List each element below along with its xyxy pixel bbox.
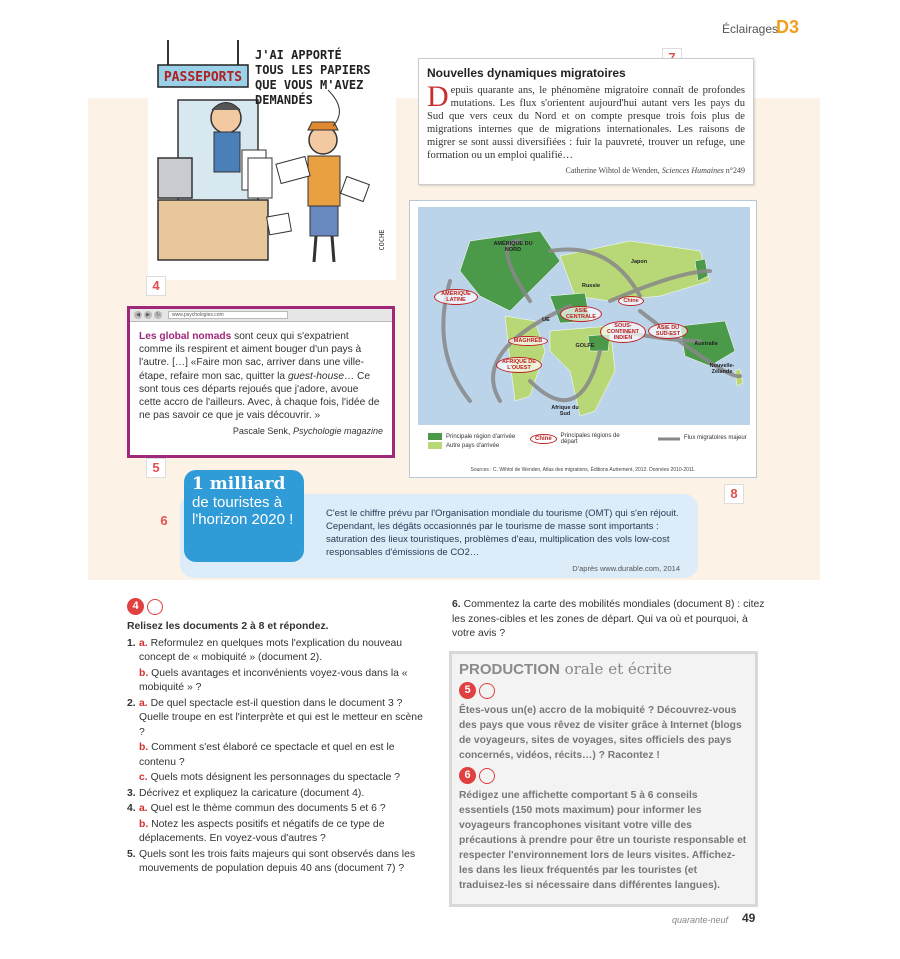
question-1a: 1. a. Reformulez en quelques mots l'explication du nouveau concept de « mobiquité » (document 2). bbox=[127, 637, 403, 663]
origin-chine: Chine bbox=[618, 296, 644, 306]
activity-number: 4 bbox=[127, 598, 144, 615]
article-source: Catherine Wihtol de Wenden, Sciences Humaines n°249 bbox=[565, 166, 745, 175]
passport-sign: PASSEPORTS bbox=[163, 70, 243, 85]
doc-number-6: 6 bbox=[160, 513, 168, 528]
label-nouvelle-zelande: Nouvelle-Zélande bbox=[709, 363, 735, 375]
production-number-5: 5 bbox=[459, 682, 476, 699]
web-article bbox=[127, 306, 395, 458]
speech-icon bbox=[479, 683, 495, 699]
legend-swatch-main bbox=[428, 433, 442, 440]
stat-highlight bbox=[184, 470, 304, 562]
production-6-text: Rédigez une affichette comportant 5 à 6 conseils essentiels (150 mots maximum) pour informer les voyageurs francophones visitant votre ville des précautions à prendre pour être un touriste responsable et respecter l'environnement lors de leurs visites. Affichez-les dans les lieux fréquentés par les touristes (et traduisez-les si nécessaire dans différentes langues). bbox=[459, 790, 747, 891]
question-2c: c. Quels mots désignent les personnages du spectacle ? bbox=[139, 772, 401, 783]
question-1b: b. Quels avantages et inconvénients voyez-vous dans la « mobiquité » ? bbox=[139, 667, 408, 693]
production-number-6: 6 bbox=[459, 767, 476, 784]
origin-maghreb: MAGHREB bbox=[508, 336, 548, 346]
production-6-header bbox=[459, 767, 748, 784]
web-text: Les global nomads sont ceux qui s'expatrient comme ils respirent et aiment bouger d'un pays à l'autre. […] «Faire mon sac, arriver dans une ville-étape, refaire mon sac, quitter la guest-house… Ce sont tous ces départs rejoués que j'adore, avoue cette accro de l'ailleurs. Avec, à chaque fois, l'idée de ne pas savoir ce que je vais découvrir. » Pascale Senk, Psychologie magazine bbox=[130, 322, 392, 447]
book-icon bbox=[147, 599, 163, 615]
activity-questions bbox=[127, 620, 427, 878]
doc-number-5: 5 bbox=[146, 458, 166, 478]
stat-source: D'après www.durable.com, 2014 bbox=[572, 564, 680, 573]
page-number: 49 bbox=[742, 911, 756, 925]
map-legend: Principale région d'arrivée Autre pays d'arrivée bbox=[428, 433, 515, 451]
label-russie: Russie bbox=[581, 283, 601, 289]
article-dropcap: D bbox=[427, 80, 449, 113]
browser-bar bbox=[130, 309, 392, 322]
stat-text: C'est le chiffre prévu par l'Organisation mondiale du tourisme (OMT) qui s'en réjouit. Cependant, les dégâts occasionnés par le tourisme de masse sont importants : saturation des lieux touristiques, problèmes d'eau, multiplication des vols low-cost responsables d'émissions de CO2… bbox=[326, 508, 679, 558]
back-icon: ◀ bbox=[134, 311, 142, 319]
question-2a: 2. a. De quel spectacle est-il question dans le document 3 ? Quelle troupe en est l'interprète et qui est le metteur en scène ? bbox=[127, 697, 423, 738]
origin-asie-sud-est: ASIE DU SUD-EST bbox=[648, 323, 688, 339]
article-body: Depuis quarante ans, le phénomène migratoire connaît de profondes mutations. Les flux s'orientent aujourd'hui autant vers les pays du Sud que vers ceux du Nord et on compte presque trois fois plus de migrations internes que de migrations internationales. Les raisons de migrer se sont aussi diversifiées : fuir la pauvreté, trouver un refuge, une formation ou un emploi qualifié… bbox=[427, 80, 745, 161]
cartoon-speech: J'AI APPORTÉ TOUS LES PAPIERS QUE VOUS M'AVEZ DEMANDÉS bbox=[255, 48, 371, 107]
question-2b: b. Comment s'est élaboré ce spectacle et quel en est le contenu ? bbox=[139, 742, 395, 768]
production-box bbox=[449, 651, 758, 907]
production-title: PRODUCTION orale et écrite bbox=[459, 660, 673, 678]
map-source: Sources : C. Wihtol de Wenden, Atlas des migrations, Éditions Autrement, 2012. Données 2010-2011. bbox=[470, 467, 696, 473]
question-3: 3. Décrivez et expliquez la caricature (document 4). bbox=[127, 787, 365, 799]
question-4a: 4. a. Quel est le thème commun des documents 5 et 6 ? bbox=[127, 803, 386, 814]
question-5: 5. Quels sont les trois faits majeurs qui sont observés dans les mouvements de population depuis 40 ans (document 7) ? bbox=[127, 848, 416, 874]
activity-header bbox=[127, 598, 163, 615]
production-5-header bbox=[459, 682, 748, 699]
label-amerique-nord: AMÉRIQUE DU NORD bbox=[493, 241, 533, 253]
page-words: quarante-neuf bbox=[672, 915, 729, 925]
question-6: 6. Commentez la carte des mobilités mondiales (document 8) : citez les zones-cibles et les zones de départ. Qui va où et pourquoi, à votre avis ? bbox=[452, 599, 765, 639]
section-code: D3 bbox=[776, 17, 800, 37]
stat-number: 1 milliard bbox=[192, 474, 286, 494]
label-golfe: GOLFE bbox=[575, 343, 595, 349]
web-signature: Pascale Senk, Psychologie magazine bbox=[232, 426, 383, 437]
question-4b: b. Notez les aspects positifs et négatifs de ce type de déplacements. En voyez-vous d'autres ? bbox=[139, 818, 385, 844]
article-migration bbox=[418, 58, 754, 185]
cartoon-signature: COCHE bbox=[378, 229, 386, 251]
origin-afrique-ouest: AFRIQUE DE L'OUEST bbox=[496, 357, 542, 373]
reload-icon: ↻ bbox=[155, 312, 161, 318]
forward-icon: ▶ bbox=[144, 311, 152, 319]
article-title: Nouvelles dynamiques migratoires bbox=[427, 66, 626, 80]
activity-intro: Relisez les documents 2 à 8 et répondez. bbox=[127, 621, 329, 632]
production-5-text: Êtes-vous un(e) accro de la mobiquité ? Découvrez-vous des pays que vous rêvez de visiter grâce à Internet (blogs de voyageurs, sites de voyages, sites officiels des pays concernés, vidéos, récits…) ? Racontez ! bbox=[459, 705, 742, 761]
origin-asie-centrale: ASIE CENTRALE bbox=[560, 306, 602, 322]
label-japon: Japon bbox=[630, 259, 648, 265]
origin-amerique-latine: AMÉRIQUE LATINE bbox=[434, 289, 478, 305]
legend-flow: Flux migratoires majeur bbox=[684, 435, 747, 441]
label-afrique-sud: Afrique du Sud bbox=[551, 405, 579, 417]
stat-caption: de touristes à l'horizon 2020 ! bbox=[192, 494, 294, 528]
legend-swatch-other bbox=[428, 442, 442, 449]
legend-departure: Chine Principales régions de départ bbox=[530, 433, 621, 445]
url-field: www.psychologies.com bbox=[168, 311, 288, 319]
doc-number-4: 4 bbox=[146, 276, 166, 296]
label-ue: UE bbox=[542, 317, 550, 323]
origin-sous-continent: SOUS-CONTINENT INDIEN bbox=[600, 321, 646, 343]
doc-number-8: 8 bbox=[724, 484, 744, 504]
label-australie: Australie bbox=[694, 341, 718, 347]
section-label: Éclairages bbox=[722, 22, 779, 36]
migration-map bbox=[409, 200, 757, 478]
pen-icon bbox=[479, 768, 495, 784]
